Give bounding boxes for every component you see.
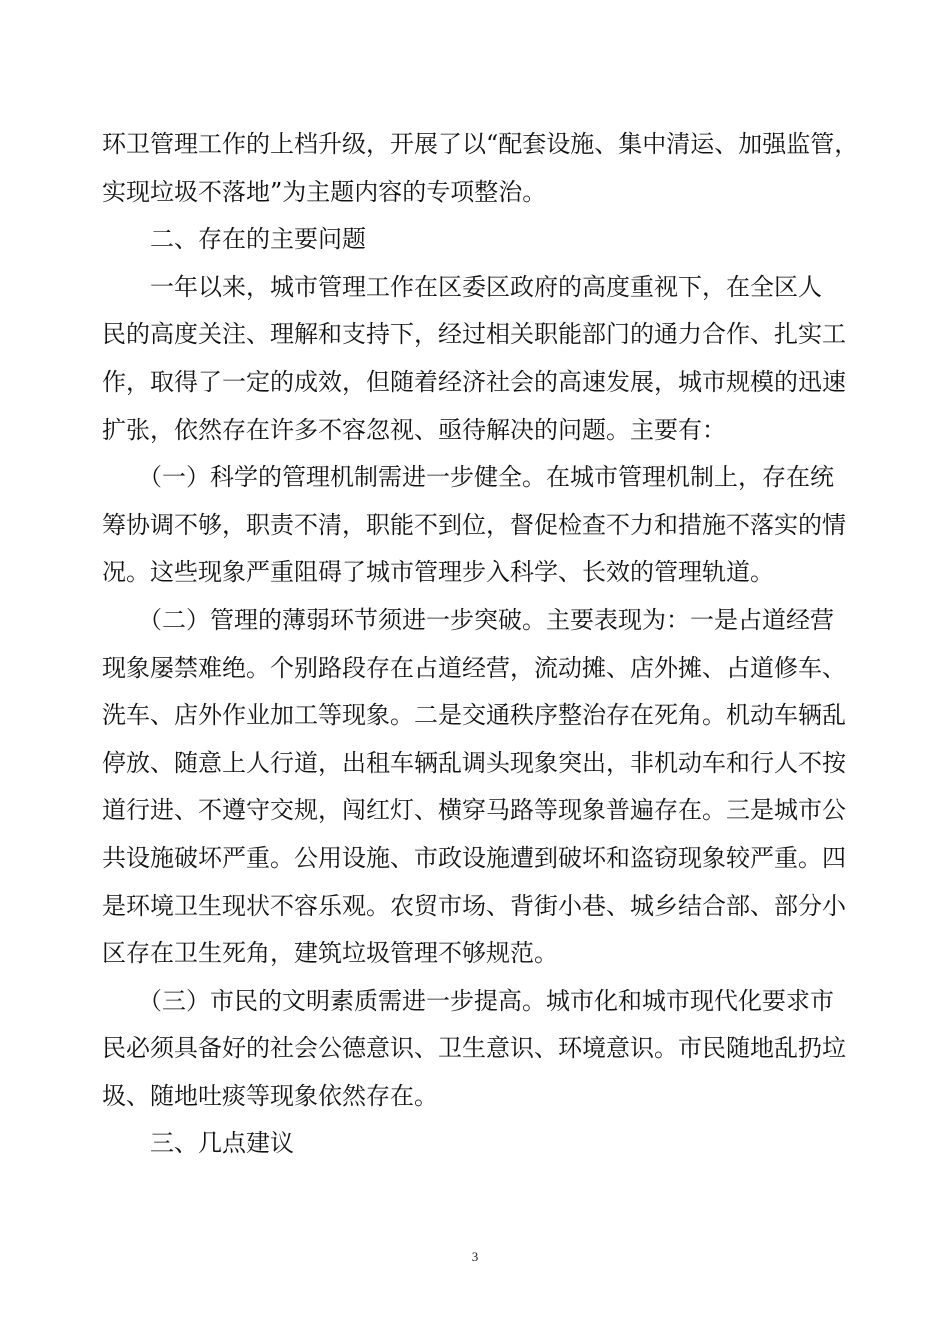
text-line: 共设施破坏严重。公用设施、市政设施遭到破坏和盗窃现象较严重。四 — [102, 843, 846, 872]
text-line: 区存在卫生死角，建筑垃圾管理不够规范。 — [102, 939, 558, 968]
text-line: 实现垃圾不落地”为主题内容的专项整治。 — [102, 177, 547, 206]
text-line: 停放、随意上人行道，出租车辆乱调头现象突出，非机动车和行人不按 — [102, 748, 846, 777]
section-heading: 三、几点建议 — [102, 1129, 294, 1158]
text-line: 是环境卫生现状不容乐观。农贸市场、背街小巷、城乡结合部、部分小 — [102, 891, 846, 920]
text-line: 筹协调不够，职责不清，职能不到位，督促检查不力和措施不落实的情 — [102, 510, 846, 539]
subsection-heading: （三）市民的文明素质需进一步提高。城市化和城市现代化要求市 — [102, 986, 834, 1015]
text-line: 圾、随地吐痰等现象依然存在。 — [102, 1081, 438, 1110]
subsection-heading: （二）管理的薄弱环节须进一步突破。主要表现为：一是占道经营 — [102, 605, 834, 634]
text-line: 作，取得了一定的成效，但随着经济社会的高速发展，城市规模的迅速 — [102, 367, 846, 396]
text-line: 况。这些现象严重阻碍了城市管理步入科学、长效的管理轨道。 — [102, 558, 774, 587]
text-line: 环卫管理工作的上档升级，开展了以“配套设施、集中清运、加强监管， — [102, 130, 859, 158]
text-line: 道行进、不遵守交规，闯红灯、横穿马路等现象普遍存在。三是城市公 — [102, 796, 846, 825]
text-line: 民必须具备好的社会公德意识、卫生意识、环境意识。市民随地乱扔垃 — [102, 1034, 846, 1063]
text-line: 扩张，依然存在许多不容忽视、亟待解决的问题。主要有： — [102, 415, 726, 444]
text-line: 现象屡禁难绝。个别路段存在占道经营，流动摊、店外摊、占道修车、 — [102, 653, 846, 682]
page-number: 3 — [471, 1249, 479, 1264]
text-line: 一年以来，城市管理工作在区委区政府的高度重视下，在全区人 — [102, 272, 822, 301]
section-heading: 二、存在的主要问题 — [102, 225, 366, 254]
subsection-heading: （一）科学的管理机制需进一步健全。在城市管理机制上，存在统 — [102, 463, 834, 492]
text-line: 民的高度关注、理解和支持下，经过相关职能部门的通力合作、扎实工 — [102, 320, 846, 349]
text-line: 洗车、店外作业加工等现象。二是交通秩序整治存在死角。机动车辆乱 — [102, 701, 846, 730]
body-text — [102, 121, 860, 1168]
